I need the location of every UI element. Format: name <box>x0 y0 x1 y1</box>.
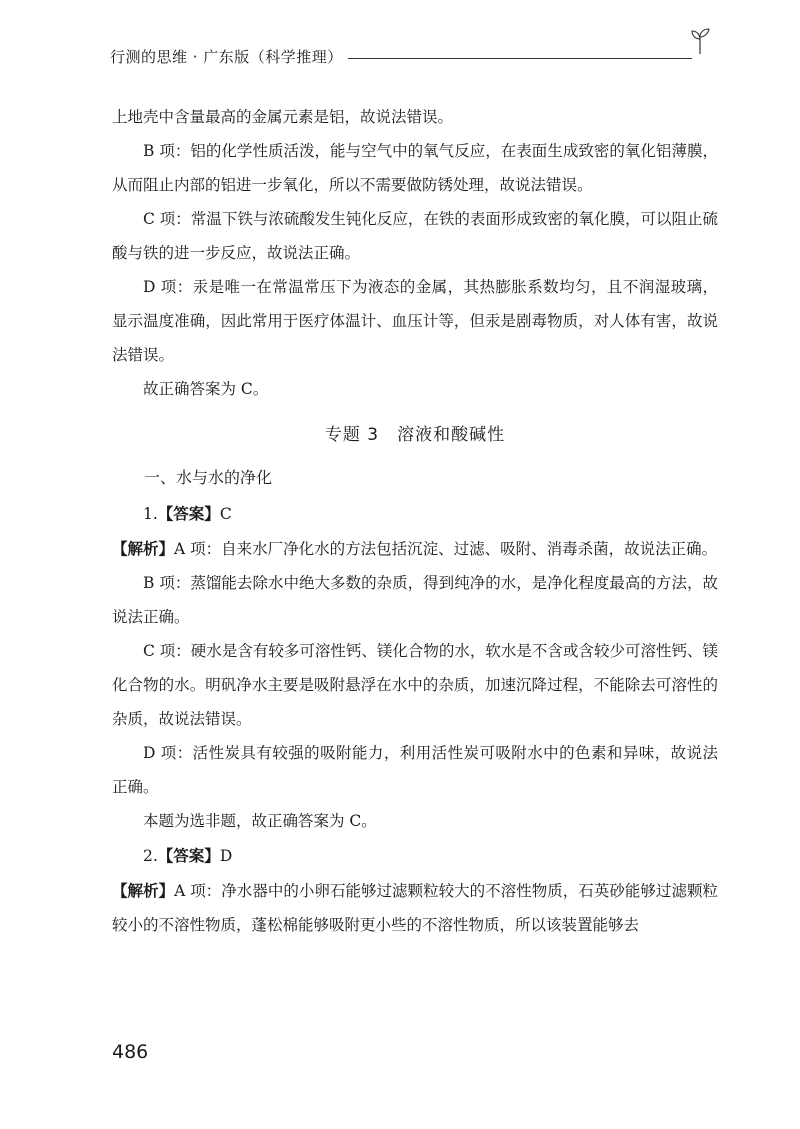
subheading: 一、水与水的净化 <box>144 468 273 487</box>
header-rule <box>348 58 692 59</box>
analysis-tag: 【解析】 <box>112 881 175 900</box>
page-number: 486 <box>112 1041 149 1063</box>
answer-value: C <box>219 505 232 523</box>
paragraph: B 项：铝的化学性质活泼，能与空气中的氧气反应，在表面生成致密的氧化铝薄膜，从而阻止内部的铝进一步氧化，所以不需要做防锈处理，故说法错误。 <box>112 142 718 194</box>
question-answer-line <box>112 496 718 532</box>
paragraph: 上地壳中含量最高的金属元素是铝，故说法错误。 <box>112 108 454 126</box>
sprout-icon <box>688 26 712 56</box>
paragraph <box>112 874 718 942</box>
paragraph: C 项：硬水是含有较多可溶性钙、镁化合物的水，软水是不含或含较少可溶性钙、镁化合物的水。明矾净水主要是吸附悬浮在水中的杂质，加速沉降过程，不能除去可溶性的杂质，故说法错误。 <box>112 642 718 728</box>
header-title: 行测的思维 · 广东版（科学推理） <box>110 48 343 66</box>
paragraph: D 项：汞是唯一在常温常压下为液态的金属，其热膨胀系数均匀，且不润湿玻璃，显示温度准确，因此常用于医疗体温计、血压计等，但汞是剧毒物质，对人体有害，故说法错误。 <box>112 278 718 364</box>
question-number: 2. <box>143 847 158 865</box>
analysis-tag: 【解析】 <box>112 539 175 558</box>
paragraph: 本题为选非题，故正确答案为 C。 <box>143 812 377 830</box>
running-header <box>110 44 710 74</box>
paragraph <box>112 532 718 566</box>
page-body <box>112 100 718 942</box>
question-number: 1. <box>143 505 158 523</box>
section-title: 专题 3 溶液和酸碱性 <box>324 425 506 445</box>
paragraph: D 项：活性炭具有较强的吸附能力，利用活性炭可吸附水中的色素和异味，故说法正确。 <box>112 744 718 796</box>
paragraph: C 项：常温下铁与浓硫酸发生钝化反应，在铁的表面形成致密的氧化膜，可以阻止硫酸与铁的进一步反应，故说法正确。 <box>112 210 718 262</box>
analysis-text: A 项：净水器中的小卵石能够过滤颗粒较大的不溶性物质，石英砂能够过滤颗粒较小的不溶性物质，蓬松棉能够吸附更小些的不溶性物质，所以该装置能够去 <box>112 882 718 934</box>
paragraph: B 项：蒸馏能去除水中绝大多数的杂质，得到纯净的水，是净化程度最高的方法，故说法正确。 <box>112 574 718 626</box>
answer-tag: 【答案】 <box>157 504 220 523</box>
answer-tag: 【答案】 <box>157 846 220 865</box>
answer-value: D <box>219 847 233 865</box>
paragraph: 故正确答案为 C。 <box>143 380 269 398</box>
analysis-text: A 项：自来水厂净化水的方法包括沉淀、过滤、吸附、消毒杀菌，故说法正确。 <box>174 540 718 558</box>
question-answer-line <box>112 838 718 874</box>
